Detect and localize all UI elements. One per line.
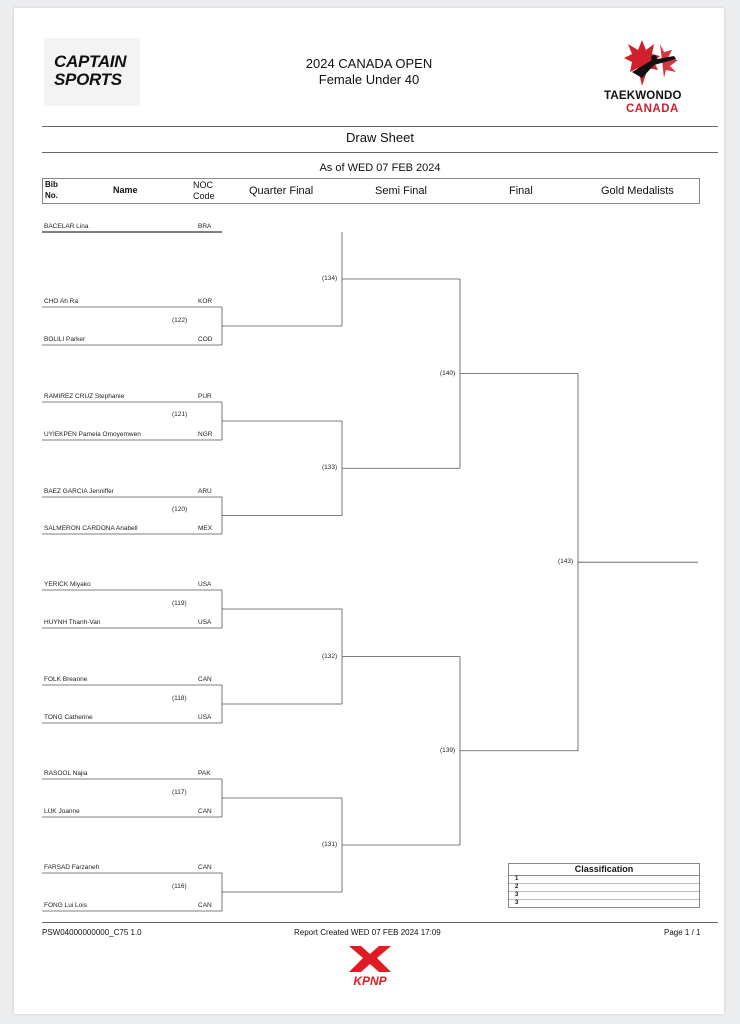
- athlete-name: RASOOL Najia: [44, 770, 88, 777]
- athlete-name: UYIEKPEN Pamela Omoyemwen: [44, 431, 141, 438]
- athlete-name: FONG Lui Lois: [44, 902, 87, 909]
- athlete-noc: CAN: [198, 808, 212, 815]
- athlete-name: BAEZ GARCIA Jenniffer: [44, 488, 114, 495]
- col-noc: NOC: [193, 180, 213, 190]
- match-number: (143): [558, 558, 574, 566]
- match-number: (134): [322, 275, 338, 282]
- page-number: Page 1 / 1: [664, 928, 701, 937]
- athlete-noc: COD: [198, 336, 213, 343]
- athlete-name: RAMIREZ CRUZ Stephanie: [44, 393, 125, 400]
- athlete-name: BOLILI Parker: [44, 336, 86, 343]
- classification-place: 2: [509, 884, 699, 892]
- match-number: (131): [322, 841, 338, 848]
- col-bib-no: No.: [45, 191, 58, 200]
- col-gold-medalists: Gold Medalists: [601, 185, 674, 197]
- classification-place: 3: [509, 892, 699, 900]
- col-final: Final: [509, 185, 533, 197]
- classification-table: [508, 863, 700, 908]
- match-number: (119): [172, 600, 187, 607]
- athlete-noc: MEX: [198, 525, 213, 532]
- athlete-noc: USA: [198, 581, 212, 588]
- captain-logo-line1: CAPTAIN: [54, 52, 127, 71]
- match-number: (139): [440, 746, 456, 754]
- athlete-name: CHO Ah Ra: [44, 298, 78, 305]
- division-title: Female Under 40: [318, 72, 420, 87]
- kpnp-logo: [345, 944, 395, 988]
- match-number: (122): [172, 317, 188, 324]
- event-title: 2024 CANADA OPEN: [305, 56, 433, 71]
- match-number: (120): [172, 506, 188, 513]
- report-created: Report Created WED 07 FEB 2024 17:09: [294, 928, 441, 937]
- kpnp-emblem-icon: [345, 944, 395, 974]
- draw-sheet-page: [14, 8, 724, 1014]
- athlete-name: BACELAR Lina: [44, 223, 89, 230]
- athlete-name: TONG Catherine: [44, 714, 93, 721]
- sheet-title: Draw Sheet: [346, 130, 414, 145]
- athlete-noc: NGR: [198, 431, 213, 438]
- match-number: (132): [322, 652, 338, 660]
- col-semi-final: Semi Final: [375, 185, 427, 197]
- footer-divider: [42, 922, 718, 923]
- tkd-logo-text: TAEKWONDO: [604, 90, 682, 102]
- athlete-noc: USA: [198, 619, 212, 626]
- report-code: PSW04000000000_C75 1.0: [42, 928, 142, 937]
- match-number: (121): [172, 411, 188, 418]
- canada-logo-text: CANADA: [626, 103, 679, 115]
- col-quarter-final: Quarter Final: [249, 185, 314, 197]
- athlete-noc: CAN: [198, 864, 212, 871]
- athlete-noc: CAN: [198, 902, 212, 909]
- athlete-noc: CAN: [198, 676, 212, 683]
- athlete-name: FOLK Breanne: [44, 676, 88, 683]
- as-of-date: As of WED 07 FEB 2024: [319, 162, 441, 174]
- classification-place: 3: [515, 900, 519, 906]
- athlete-noc: PUR: [198, 393, 212, 400]
- athlete-noc: KOR: [198, 298, 213, 305]
- col-name: Name: [113, 185, 138, 195]
- captain-logo-line2: SPORTS: [54, 70, 122, 89]
- athlete-name: HUYNH Thanh-Van: [44, 619, 101, 626]
- athlete-noc: PAK: [198, 770, 211, 777]
- match-number: (116): [172, 883, 187, 890]
- col-noc-code: Code: [193, 191, 215, 201]
- athlete-name: YERICK Miyako: [44, 581, 91, 588]
- col-bib: Bib: [45, 180, 58, 189]
- match-number: (118): [172, 695, 187, 702]
- match-number: (133): [322, 464, 338, 472]
- classification-place: 1: [509, 876, 699, 884]
- match-number: (117): [172, 789, 187, 796]
- athlete-name: FARSAD Farzaneh: [44, 864, 100, 871]
- athlete-noc: ARU: [198, 488, 212, 495]
- match-number: (140): [440, 369, 456, 377]
- athlete-noc: BRA: [198, 223, 212, 230]
- kpnp-logo-text: KPNP: [353, 974, 387, 988]
- athlete-name: LUK Joanne: [44, 808, 80, 815]
- athlete-name: SALMERON CARDONA Anabell: [44, 525, 138, 532]
- athlete-noc: USA: [198, 714, 212, 721]
- classification-title: Classification: [509, 864, 699, 876]
